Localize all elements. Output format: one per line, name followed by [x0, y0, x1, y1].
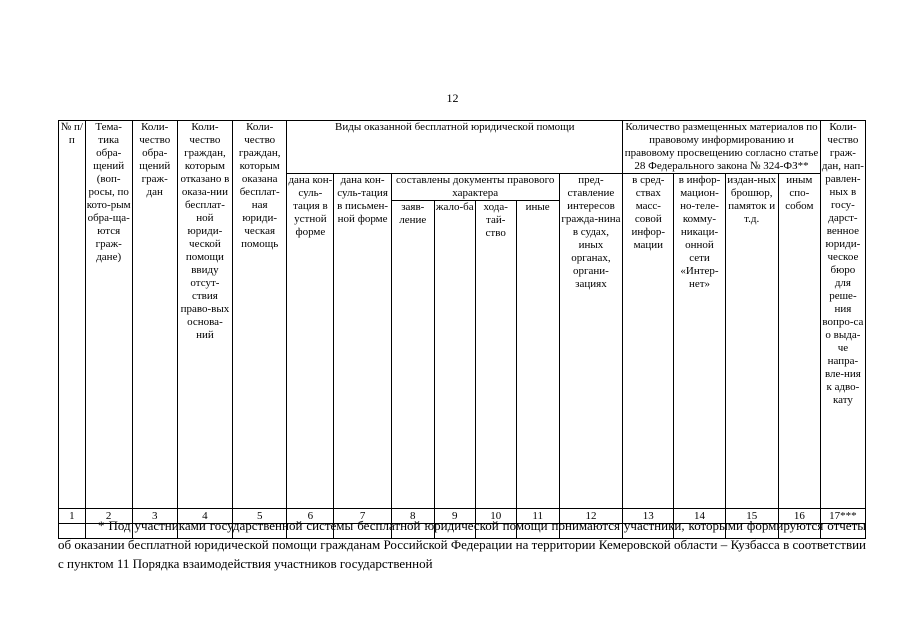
header-bureau: Коли-чество граж-дан, нап-равлен-ных в госу-дарст-венное юриди-ческое бюро для реше-ния вопро-са о выда-че напра-вле-ния к адво-кату [820, 121, 865, 509]
column-number: 1 [59, 509, 86, 524]
header-petition: хода-тай-ство [475, 201, 516, 509]
header-written: дана кон-суль-тация в письмен-ной форме [334, 174, 391, 509]
column-number: 14 [674, 509, 725, 524]
header-topic: Тема-тика обра-щений (воп-росы, по кото-рым обра-ща-ются граж-дане) [85, 121, 132, 509]
header-provided-count: Коли-чество граждан, которым оказана бесплат-ная юриди-ческая помощь [233, 121, 287, 509]
header-oral: дана кон-суль-тация в устной форме [287, 174, 334, 509]
header-other-way: иным спо-собом [778, 174, 820, 509]
column-number: 7 [334, 509, 391, 524]
header-refused-count: Коли-чество граждан, которым отказано в оказа-нии бесплат-ной юриди-ческой помощи ввиду отсут-ствия право-вых основа-ний [177, 121, 232, 509]
header-representation: пред-ставление интересов гражда-нина в судах, иных органах, органи-зациях [559, 174, 623, 509]
footnote [58, 516, 866, 573]
column-number: 15 [725, 509, 778, 524]
column-number: 16 [778, 509, 820, 524]
column-number: 17*** [820, 509, 865, 524]
column-number: 2 [85, 509, 132, 524]
header-types-group: Виды оказанной бесплатной юридической помощи [287, 121, 623, 174]
column-number: 6 [287, 509, 334, 524]
column-number: 5 [233, 509, 287, 524]
header-mass-media: в сред-ствах масс-совой инфор-мации [623, 174, 674, 509]
header-complaint: жало-ба [434, 201, 475, 509]
report-table [58, 120, 866, 539]
header-docs-group: составлены документы правового характера [391, 174, 559, 201]
column-number: 9 [434, 509, 475, 524]
header-statement: заяв-ление [391, 201, 434, 509]
column-number: 13 [623, 509, 674, 524]
column-number: 11 [516, 509, 559, 524]
page-number: 12 [446, 91, 459, 105]
column-number: 10 [475, 509, 516, 524]
column-number: 12 [559, 509, 623, 524]
footnote-text: * Под участниками государственной системы бесплатной юридической помощи понимаются участники, которыми формируются отчеты об оказании бесплатной юридической помощи гражданам Российской Федерации на территории Кемеровской области – Кузбасса в соответствии с пунктом 11 Порядка взаимодействия участников государственной [58, 518, 866, 571]
header-brochures: издан-ных брошюр, памяток и т.д. [725, 174, 778, 509]
header-num: № п/п [59, 121, 86, 509]
header-internet: в инфор-мацион-но-теле-комму-никаци-онной сети «Интер-нет» [674, 174, 725, 509]
header-citizens-count: Коли-чество обра-щений граж-дан [132, 121, 177, 509]
header-other-docs: иные [516, 201, 559, 509]
header-materials-group: Количество размещенных материалов по правовому информированию и правовому просвещению согласно статье 28 Федерального закона № 324-ФЗ** [623, 121, 821, 174]
column-number: 8 [391, 509, 434, 524]
column-number: 3 [132, 509, 177, 524]
column-number: 4 [177, 509, 232, 524]
